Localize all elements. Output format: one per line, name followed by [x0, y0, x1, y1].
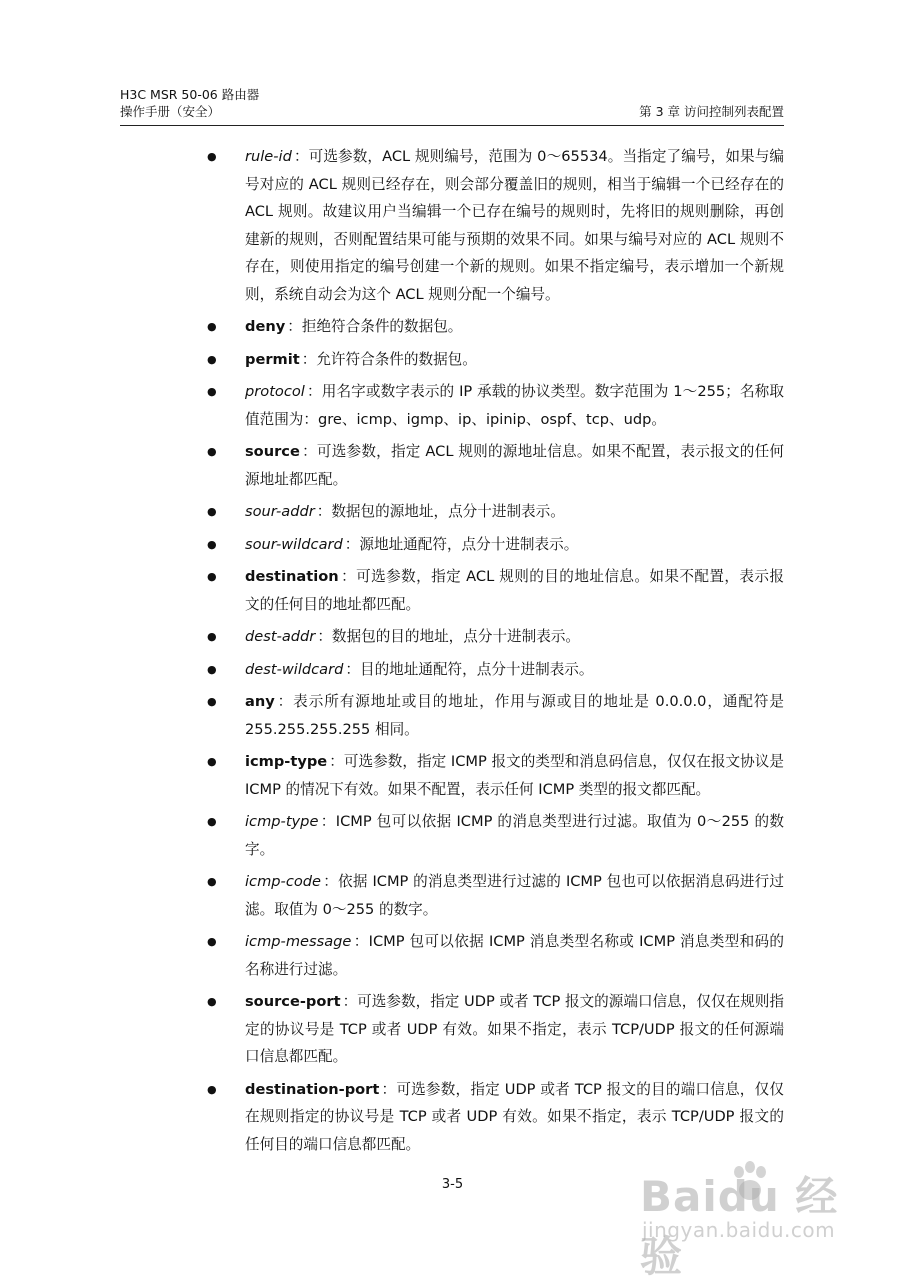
bullet-icon: ●: [207, 1082, 217, 1096]
header-rule: [120, 125, 784, 126]
bullet-icon: ●: [207, 755, 217, 768]
parameter-term: dest-wildcard: [245, 660, 344, 678]
parameter-description: ：目的地址通配符，点分十进制表示。: [345, 660, 594, 678]
item-text: [245, 498, 784, 526]
bullet-icon: ●: [207, 352, 217, 366]
parameter-description: ：可选参数，指定 ACL 规则的目的地址信息。如果不配置，表示报文的任何目的地址都匹配。: [245, 568, 784, 613]
item-text: [245, 623, 784, 651]
bullet-icon: ●: [207, 570, 217, 583]
parameter-term: icmp-message: [245, 933, 352, 950]
list-item: [200, 688, 784, 743]
item-text: [245, 656, 784, 684]
parameter-term: destination: [245, 568, 339, 585]
item-text: [245, 748, 784, 803]
list-item: [200, 928, 784, 983]
watermark-url: jingyan.baidu.com: [642, 1218, 836, 1242]
bullet-icon: ●: [207, 995, 217, 1008]
baidu-watermark: [640, 1150, 870, 1281]
parameter-term: permit: [245, 350, 300, 368]
parameter-description: ：ICMP 包可以依据 ICMP 的消息类型进行过滤。取值为 0～255 的数字。: [245, 813, 784, 858]
header-chapter: 第 3 章 访问控制列表配置: [639, 104, 784, 119]
parameter-term: deny: [245, 318, 286, 335]
item-text: [245, 1076, 784, 1159]
list-item: [200, 748, 784, 803]
header-product: H3C MSR 50-06 路由器: [120, 87, 260, 102]
item-text: [245, 868, 784, 923]
parameter-description: ：数据包的目的地址，点分十进制表示。: [317, 628, 581, 645]
item-text: [245, 346, 784, 374]
item-text: [245, 688, 784, 743]
bullet-icon: ●: [207, 662, 217, 676]
parameter-description: ：用名字或数字表示的 IP 承载的协议类型。数字范围为 1～255；名称取值范围为：gre、icmp、igmp、ip、ipinip、ospf、tcp、udp。: [245, 383, 784, 428]
parameter-term: protocol: [245, 383, 305, 400]
parameter-description: ：ICMP 包可以依据 ICMP 消息类型名称或 ICMP 消息类型和码的名称进行过滤。: [245, 933, 784, 978]
page-header: [120, 86, 784, 120]
item-text: [245, 143, 784, 308]
item-text: [245, 988, 784, 1071]
parameter-description: ：依据 ICMP 的消息类型进行过滤的 ICMP 包也可以依据消息码进行过滤。取值为 0～255 的数字。: [245, 873, 784, 918]
parameter-term: rule-id: [245, 148, 292, 165]
item-text: [245, 378, 784, 433]
bullet-icon: ●: [207, 445, 217, 458]
item-text: [245, 928, 784, 983]
list-item: [200, 988, 784, 1071]
bullet-icon: ●: [207, 385, 217, 398]
parameter-term: sour-wildcard: [245, 535, 343, 553]
parameter-description: ：可选参数，指定 UDP 或者 TCP 报文的源端口信息，仅仅在规则指定的协议号是 TCP 或者 UDP 有效。如果不指定，表示 TCP/UDP 报文的任何源端口信息都匹配。: [245, 993, 784, 1065]
list-item: [200, 143, 784, 308]
parameter-term: dest-addr: [245, 628, 316, 645]
bullet-icon: ●: [207, 537, 217, 551]
parameter-term: any: [245, 693, 275, 710]
list-item: [200, 656, 784, 684]
parameter-term: destination-port: [245, 1080, 380, 1098]
watermark-logo: Baidu 经验: [640, 1172, 839, 1281]
parameter-description: ：数据包的源地址，点分十进制表示。: [316, 503, 565, 520]
list-item: [200, 378, 784, 433]
item-text: [245, 808, 784, 863]
list-item: [200, 498, 784, 526]
list-item: [200, 808, 784, 863]
item-text: [245, 438, 784, 493]
bullet-icon: ●: [207, 875, 217, 888]
parameter-term: icmp-type: [245, 813, 319, 830]
bullet-icon: ●: [207, 150, 217, 163]
list-item: [200, 1076, 784, 1159]
parameter-term: source: [245, 443, 300, 460]
header-manual: 操作手册（安全）: [120, 104, 221, 119]
bullet-icon: ●: [207, 935, 217, 948]
list-item: [200, 623, 784, 651]
item-text: [245, 531, 784, 559]
parameter-term: icmp-type: [245, 753, 328, 770]
item-text: [245, 563, 784, 618]
parameter-description: ：表示所有源地址或目的地址，作用与源或目的地址是 0.0.0.0，通配符是 255.255.255.255 相同。: [245, 693, 784, 738]
bullet-icon: ●: [207, 630, 217, 643]
parameter-term: icmp-code: [245, 873, 322, 890]
bullet-icon: ●: [207, 505, 217, 518]
parameter-description: ：源地址通配符，点分十进制表示。: [344, 535, 579, 553]
list-item: [200, 531, 784, 559]
parameter-description: ：允许符合条件的数据包。: [301, 350, 477, 368]
item-text: [245, 313, 784, 341]
parameter-description: ：可选参数，指定 ACL 规则的源地址信息。如果不配置，表示报文的任何源地址都匹配。: [245, 443, 784, 488]
list-item: [200, 563, 784, 618]
list-item: [200, 868, 784, 923]
bullet-icon: ●: [207, 320, 217, 333]
parameter-description: ：可选参数，ACL 规则编号，范围为 0～65534。当指定了编号，如果与编号对应的 ACL 规则已经存在，则会部分覆盖旧的规则，相当于编辑一个已经存在的 ACL 规则。故建议用户当编辑一个已存在编号的规则时，先将旧的规则删除，再创建新的规则，否则配置结果可能与预期的效果不同。如果与编号对应的 ACL 规则不存在，则使用指定的编号创建一个新的规则。如果不指定编号，表示增加一个新规则，系统自动会为这个 ACL 规则分配一个编号。: [245, 148, 784, 303]
parameter-term: source-port: [245, 993, 341, 1010]
page-number: 3-5: [441, 1177, 464, 1192]
list-item: [200, 313, 784, 341]
parameter-description: ：可选参数，指定 ICMP 报文的类型和消息码信息，仅仅在报文协议是 ICMP 的情况下有效。如果不配置，表示任何 ICMP 类型的报文都匹配。: [245, 753, 784, 798]
list-item: [200, 438, 784, 493]
list-item: [200, 346, 784, 374]
parameter-term: sour-addr: [245, 503, 315, 520]
bullet-icon: ●: [207, 815, 217, 828]
parameter-description: ：拒绝符合条件的数据包。: [287, 318, 463, 335]
parameter-list: [200, 143, 784, 1163]
parameter-description: ：可选参数，指定 UDP 或者 TCP 报文的目的端口信息，仅仅在规则指定的协议号是 TCP 或者 UDP 有效。如果不指定，表示 TCP/UDP 报文的任何目的端口信息都匹配。: [245, 1080, 784, 1153]
bullet-icon: ●: [207, 695, 217, 708]
